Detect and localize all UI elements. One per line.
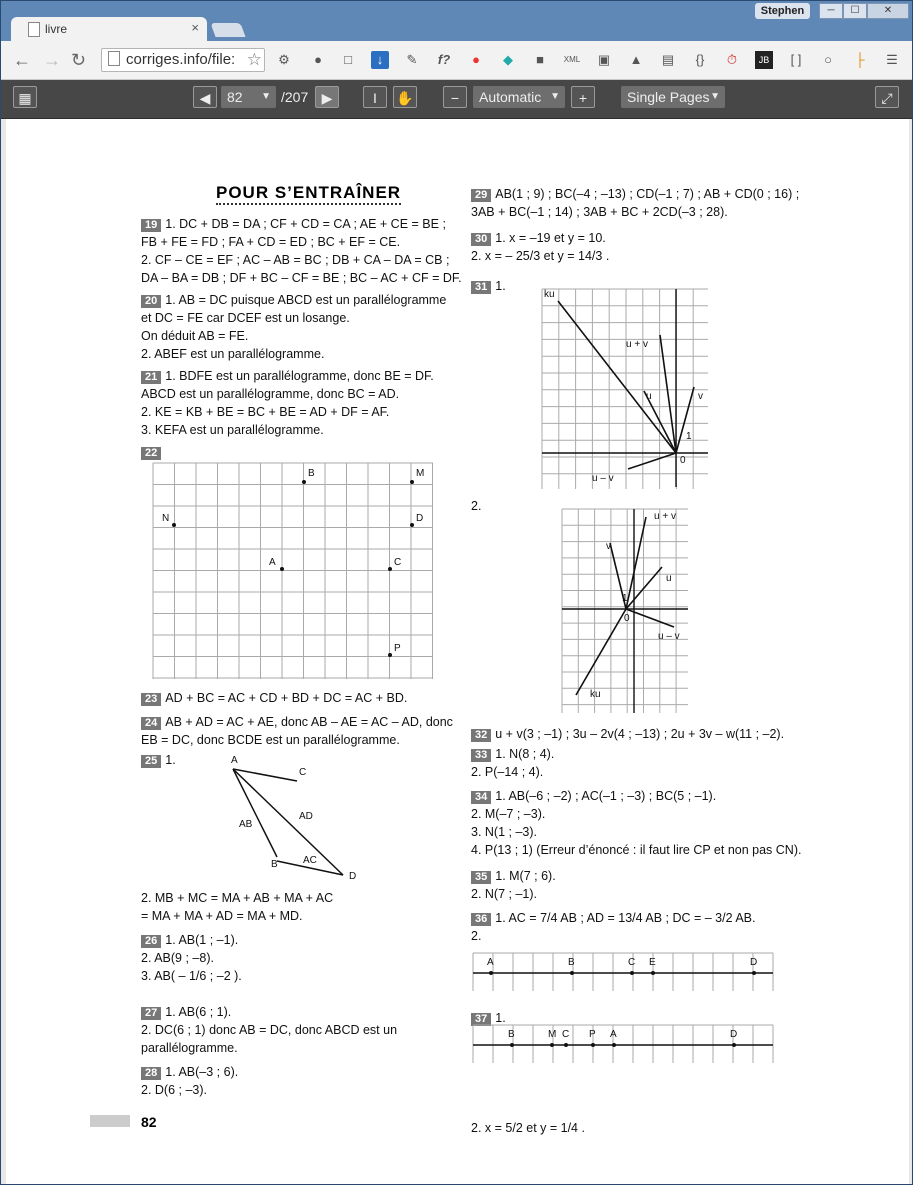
exercise-20 bbox=[141, 291, 446, 363]
zoom-select[interactable] bbox=[473, 86, 565, 108]
point-B bbox=[302, 480, 306, 484]
exercise-line bbox=[141, 215, 462, 233]
figure-label: D bbox=[730, 1029, 738, 1040]
exercise-line bbox=[141, 889, 333, 907]
close-window-button[interactable]: ✕ bbox=[867, 3, 909, 19]
exercise-23 bbox=[141, 689, 407, 707]
exercise-line bbox=[471, 203, 799, 221]
exercise-text: 1. N(8 ; 4). bbox=[495, 747, 555, 761]
exercise-line bbox=[471, 763, 554, 781]
view-mode-select[interactable] bbox=[621, 86, 725, 108]
exercise-text: AD + BC = AC + CD + BD + DC = AC + BD. bbox=[165, 691, 408, 705]
figure-label: A bbox=[610, 1029, 617, 1040]
exercise-line bbox=[471, 277, 506, 295]
jb-extension-icon[interactable]: JB bbox=[755, 51, 773, 69]
exercise-text: = MA + MA + AD = MA + MD. bbox=[141, 909, 303, 923]
reload-icon[interactable]: ↻ bbox=[71, 50, 87, 70]
point-A bbox=[280, 567, 284, 571]
exercise-line bbox=[141, 327, 446, 345]
figure-label: M bbox=[548, 1029, 557, 1040]
figure-label: C bbox=[299, 767, 307, 778]
figure-label: A bbox=[487, 957, 494, 968]
exercise-line bbox=[141, 291, 446, 309]
point-C bbox=[630, 971, 634, 975]
exercise-line bbox=[471, 927, 755, 945]
point-B bbox=[510, 1043, 514, 1047]
point-D bbox=[752, 971, 756, 975]
exercise-number: 24 bbox=[141, 717, 161, 730]
address-bar[interactable] bbox=[101, 48, 265, 72]
cube-extension-icon[interactable]: ▣ bbox=[597, 52, 611, 67]
exercise-number: 23 bbox=[141, 693, 161, 706]
puzzle-extension-icon[interactable]: ■ bbox=[536, 52, 544, 67]
exercise-text: 2. x = – 25/3 et y = 14/3 . bbox=[471, 249, 610, 263]
exercise-number: 27 bbox=[141, 1007, 161, 1020]
page-number-value: 82 bbox=[227, 89, 243, 105]
exercise-26 bbox=[141, 931, 242, 985]
exercise-line bbox=[471, 909, 755, 927]
exercise-text: ABCD est un parallélogramme, donc BC = AD. bbox=[141, 387, 400, 401]
point-B bbox=[570, 971, 574, 975]
exercise-text: 3. N(1 ; –3). bbox=[471, 825, 537, 839]
exercise-text: 1. AB(1 ; –1). bbox=[165, 933, 239, 947]
exercise-line bbox=[141, 251, 462, 269]
exercise-text: On déduit AB = FE. bbox=[141, 329, 249, 343]
figure-label: B bbox=[308, 468, 315, 479]
point-M bbox=[410, 480, 414, 484]
vector-arrow bbox=[626, 609, 674, 627]
figure-label: ku bbox=[544, 289, 555, 300]
figure-label: M bbox=[416, 468, 425, 479]
figure-label: B bbox=[568, 957, 575, 968]
circle-extension-icon[interactable]: ○ bbox=[824, 52, 832, 67]
xml-extension-icon[interactable]: XML bbox=[563, 55, 581, 64]
figure-label: B bbox=[508, 1029, 515, 1040]
exercise-line bbox=[471, 867, 556, 885]
font-extension-icon[interactable]: f? bbox=[437, 52, 451, 67]
exercise-line bbox=[141, 421, 434, 439]
document-icon bbox=[28, 22, 40, 37]
pdf-viewer[interactable] bbox=[1, 119, 912, 1184]
exercise-35 bbox=[471, 867, 556, 903]
point-M bbox=[550, 1043, 554, 1047]
timer-extension-icon[interactable]: ⏱ bbox=[726, 52, 738, 67]
exercise-text: 1. bbox=[495, 279, 506, 293]
menu-icon[interactable]: ☰ bbox=[886, 52, 898, 67]
exercise-34 bbox=[471, 787, 801, 859]
exercise-36 bbox=[471, 909, 755, 945]
figure-label: C bbox=[394, 557, 402, 568]
exercise-number: 29 bbox=[471, 189, 491, 202]
figure-label: P bbox=[394, 643, 401, 654]
exercise-number: 33 bbox=[471, 749, 491, 762]
exercise-text: 1. BDFE est un parallélogramme, donc BE = DF. bbox=[165, 369, 434, 383]
exercise-number: 36 bbox=[471, 913, 491, 926]
point-P bbox=[388, 653, 392, 657]
exercise-line bbox=[471, 247, 609, 265]
exercise-line bbox=[141, 949, 242, 967]
tab-close-icon[interactable]: × bbox=[191, 20, 199, 35]
exercise-text: 1. AB(6 ; 1). bbox=[165, 1005, 232, 1019]
chevron-down-icon: ▼ bbox=[261, 91, 271, 102]
tab-livre[interactable] bbox=[11, 17, 207, 41]
vector-arrow bbox=[628, 453, 676, 469]
exercise-28 bbox=[141, 1063, 238, 1099]
exercise-number: 19 bbox=[141, 219, 161, 232]
new-tab-button[interactable] bbox=[210, 23, 245, 37]
bookmark-star-icon[interactable]: ☆ bbox=[246, 50, 262, 69]
pdf-toolbar bbox=[1, 80, 912, 119]
previous-page-button[interactable]: ◀ bbox=[193, 86, 217, 108]
exercise-text: u + v(3 ; –1) ; 3u – 2v(4 ; –13) ; 2u + 3v – w(11 ; –2). bbox=[495, 727, 785, 741]
exercise-number: 28 bbox=[141, 1067, 161, 1080]
exercise-line bbox=[141, 713, 453, 731]
exercise-number: 31 bbox=[471, 281, 491, 294]
exercise-cont bbox=[471, 497, 481, 515]
exercise-text: 3. KEFA est un parallélogramme. bbox=[141, 423, 324, 437]
exercise-text: 1. AB(–6 ; –2) ; AC(–1 ; –3) ; BC(5 ; –1). bbox=[495, 789, 717, 803]
exercise-number: 37 bbox=[471, 1013, 491, 1026]
exercise-27 bbox=[141, 1003, 397, 1057]
exercise-29 bbox=[471, 185, 799, 221]
exercise-text: AB(1 ; 9) ; BC(–4 ; –13) ; CD(–1 ; 7) ; AB + CD(0 ; 16) ; bbox=[495, 187, 800, 201]
url-text: corriges.info/file: bbox=[126, 51, 236, 68]
exercise-text: parallélogramme. bbox=[141, 1041, 238, 1055]
figure-label: A bbox=[231, 755, 238, 766]
figure-label: E bbox=[649, 957, 656, 968]
color-extension-icon[interactable]: ◆ bbox=[503, 52, 513, 67]
figure-label: B bbox=[271, 859, 278, 870]
exercise-line bbox=[471, 1119, 585, 1137]
exercise-number: 32 bbox=[471, 729, 491, 742]
exercise-line bbox=[141, 731, 453, 749]
exercise-line bbox=[141, 931, 242, 949]
incognito-extension-icon[interactable]: ● bbox=[314, 52, 322, 67]
exercise-cont bbox=[141, 889, 333, 925]
exercise-line bbox=[141, 345, 446, 363]
exercise-text: 1. M(7 ; 6). bbox=[495, 869, 556, 883]
exercise-line bbox=[471, 885, 556, 903]
exercise-text: FB + FE = FD ; FA + CD = ED ; BC + EF = CE. bbox=[141, 235, 401, 249]
exercise-text: 2. bbox=[471, 499, 482, 513]
exercise-line bbox=[141, 967, 242, 985]
bracket-extension-icon[interactable]: [ ] bbox=[790, 52, 802, 67]
exercise-31 bbox=[471, 277, 506, 295]
exercise-24 bbox=[141, 713, 453, 749]
exercise-32 bbox=[471, 725, 784, 743]
exercise-21 bbox=[141, 367, 434, 439]
ruler-extension-icon[interactable]: ├ bbox=[855, 52, 865, 67]
exercise-line bbox=[471, 745, 554, 763]
text-select-tool-icon[interactable]: I bbox=[363, 86, 387, 108]
vector-arrow bbox=[676, 387, 694, 453]
figure-label: 0 bbox=[624, 613, 630, 624]
figure-label: D bbox=[416, 513, 424, 524]
exercise-line bbox=[471, 725, 784, 743]
figure-label: v bbox=[606, 541, 611, 552]
next-page-button[interactable]: ▶ bbox=[315, 86, 339, 108]
exercise-line bbox=[471, 787, 801, 805]
exercise-text: 2. CF – CE = EF ; AC – AB = BC ; DB + CA – DA = CB ; bbox=[141, 253, 450, 267]
figure-label: 1 bbox=[686, 431, 692, 442]
exercise-text: 2. M(–7 ; –3). bbox=[471, 807, 546, 821]
exercise-number: 25 bbox=[141, 755, 161, 768]
page-number: 82 bbox=[141, 1114, 157, 1130]
exercise-line bbox=[471, 497, 481, 515]
page-number-bar bbox=[90, 1115, 130, 1127]
figure-label: D bbox=[750, 957, 758, 968]
exercise-line bbox=[141, 1003, 397, 1021]
exercise-text: 4. P(13 ; 1) (Erreur d’énoncé : il faut lire CP et non pas CN). bbox=[471, 843, 802, 857]
settings-gear-icon[interactable]: ⚙ bbox=[278, 52, 290, 67]
tab-strip bbox=[1, 1, 912, 41]
json-extension-icon[interactable]: {} bbox=[695, 52, 705, 67]
exercise-line bbox=[141, 1039, 397, 1057]
exercise-number: 30 bbox=[471, 233, 491, 246]
exercise-text: 2. ABEF est un parallélogramme. bbox=[141, 347, 325, 361]
download-extension-icon[interactable]: ↓ bbox=[371, 51, 389, 69]
view-mode-value: Single Pages bbox=[627, 89, 710, 105]
page-icon bbox=[108, 51, 120, 66]
figure-label: N bbox=[162, 513, 170, 524]
chevron-down-icon: ▼ bbox=[710, 91, 720, 102]
page-number-input[interactable] bbox=[221, 86, 276, 108]
exercise-line bbox=[471, 185, 799, 203]
figure-22-grid bbox=[151, 461, 435, 683]
figure-25-triangle bbox=[221, 751, 361, 881]
exercise-text: 1. AB(–3 ; 6). bbox=[165, 1065, 239, 1079]
exercise-number: 21 bbox=[141, 371, 161, 384]
exercise-line bbox=[141, 751, 176, 769]
exercise-line bbox=[471, 841, 801, 859]
exercise-text: 1. AB = DC puisque ABCD est un parallélogramme bbox=[165, 293, 447, 307]
exercise-text: 1. bbox=[495, 1011, 506, 1025]
maximize-button[interactable]: ☐ bbox=[843, 3, 867, 19]
zoom-in-icon[interactable]: + bbox=[571, 86, 595, 108]
browser-toolbar bbox=[1, 41, 912, 80]
exercise-number: 35 bbox=[471, 871, 491, 884]
exercise-text: AB + AD = AC + AE, donc AB – AE = AC – AD, donc bbox=[165, 715, 453, 729]
exercise-line bbox=[141, 309, 446, 327]
figure-37-number-line bbox=[471, 1023, 776, 1065]
point-E bbox=[651, 971, 655, 975]
exercise-22 bbox=[141, 443, 165, 461]
point-P bbox=[591, 1043, 595, 1047]
figure-label: u – v bbox=[592, 473, 614, 484]
figure-31b-vectors bbox=[556, 507, 688, 713]
point-D bbox=[732, 1043, 736, 1047]
exercise-30 bbox=[471, 229, 609, 265]
exercise-number: 34 bbox=[471, 791, 491, 804]
point-A bbox=[489, 971, 493, 975]
exercise-line bbox=[141, 269, 462, 287]
exercise-text: 2. bbox=[471, 929, 482, 943]
exercise-text: 1. x = –19 et y = 10. bbox=[495, 231, 606, 245]
chevron-down-icon: ▼ bbox=[550, 91, 560, 102]
figure-label: u bbox=[666, 573, 672, 584]
point-C bbox=[564, 1043, 568, 1047]
exercise-text: 2. D(6 ; –3). bbox=[141, 1083, 207, 1097]
fullscreen-icon[interactable]: ⤢ bbox=[875, 86, 899, 108]
exercise-number: 20 bbox=[141, 295, 161, 308]
figure-label: v bbox=[698, 391, 703, 402]
exercise-text: 2. AB(9 ; –8). bbox=[141, 951, 214, 965]
flickr-extension-icon[interactable]: ● bbox=[472, 52, 480, 67]
sidebar-toggle-icon[interactable]: ▦ bbox=[13, 86, 37, 108]
figure-label: AD bbox=[299, 811, 313, 822]
figure-label: u bbox=[646, 391, 652, 402]
vector-arrow bbox=[576, 609, 626, 695]
window-extension-icon[interactable]: ▤ bbox=[661, 52, 675, 67]
exercise-line bbox=[471, 805, 801, 823]
exercise-text: 2. P(–14 ; 4). bbox=[471, 765, 544, 779]
exercise-text: DA – BA = DB ; DF + BC – CF = BE ; BC – AC + CF = DF. bbox=[141, 271, 462, 285]
figure-label: ku bbox=[590, 689, 601, 700]
exercise-line bbox=[141, 367, 434, 385]
exercise-text: 2. N(7 ; –1). bbox=[471, 887, 537, 901]
exercise-line bbox=[471, 229, 609, 247]
angular-extension-icon[interactable]: ▲ bbox=[629, 52, 643, 67]
exercise-line bbox=[141, 233, 462, 251]
exercise-text: 1. DC + DB = DA ; CF + CD = CA ; AE + CE = BE ; bbox=[165, 217, 446, 231]
exercise-text: 2. MB + MC = MA + AB + MA + AC bbox=[141, 891, 334, 905]
figure-label: u – v bbox=[658, 631, 680, 642]
exercise-text: 2. DC(6 ; 1) donc AB = DC, donc ABCD est un bbox=[141, 1023, 398, 1037]
point-A bbox=[612, 1043, 616, 1047]
figure-31a-vectors bbox=[536, 287, 708, 489]
exercise-line bbox=[141, 1063, 238, 1081]
total-pages: /207 bbox=[281, 89, 309, 105]
exercise-line bbox=[141, 907, 333, 925]
exercise-19 bbox=[141, 215, 462, 287]
exercise-25 bbox=[141, 751, 176, 769]
exercise-text: 3AB + BC(–1 ; 14) ; 3AB + BC + 2CD(–3 ; 28). bbox=[471, 205, 728, 219]
figure-label: u + v bbox=[654, 511, 676, 522]
figure-label: P bbox=[589, 1029, 596, 1040]
user-profile-button[interactable]: Stephen bbox=[755, 3, 810, 19]
exercise-text: 3. AB( – 1/6 ; –2 ). bbox=[141, 969, 242, 983]
exercise-text: EB = DC, donc BCDE est un parallélogramme. bbox=[141, 733, 400, 747]
exercise-text: 2. KE = KB + BE = BC + BE = AD + DF = AF. bbox=[141, 405, 390, 419]
figure-label: AB bbox=[239, 819, 253, 830]
exercise-33 bbox=[471, 745, 554, 781]
exercise-line bbox=[141, 689, 407, 707]
zoom-out-icon[interactable]: − bbox=[443, 86, 467, 108]
exercise-line bbox=[141, 385, 434, 403]
figure-label: AC bbox=[303, 855, 317, 866]
exercise-cont bbox=[471, 1119, 585, 1137]
page-title: POUR S’ENTRAÎNER bbox=[216, 183, 401, 205]
zoom-value: Automatic bbox=[479, 89, 542, 105]
figure-label: 0 bbox=[680, 455, 686, 466]
figure-label: C bbox=[562, 1029, 570, 1040]
point-D bbox=[410, 523, 414, 527]
figure-label: u + v bbox=[626, 339, 648, 350]
figure-label: 1 bbox=[622, 593, 628, 604]
exercise-number: 22 bbox=[141, 447, 161, 460]
exercise-text: et DC = FE car DCEF est un losange. bbox=[141, 311, 350, 325]
exercise-line bbox=[141, 403, 434, 421]
exercise-line bbox=[471, 823, 801, 841]
figure-label: C bbox=[628, 957, 636, 968]
minimize-button[interactable]: ─ bbox=[819, 3, 843, 19]
point-N bbox=[172, 523, 176, 527]
cast-icon[interactable]: □ bbox=[344, 52, 352, 67]
figure-label: D bbox=[349, 871, 357, 881]
figure-label: A bbox=[269, 557, 276, 568]
exercise-text: 2. x = 5/2 et y = 1/4 . bbox=[471, 1121, 585, 1135]
pdf-page bbox=[6, 119, 909, 1184]
exercise-text: 1. bbox=[165, 753, 176, 767]
hand-tool-icon[interactable]: ✋ bbox=[393, 86, 417, 108]
exercise-text: 1. AC = 7/4 AB ; AD = 13/4 AB ; DC = – 3/2 AB. bbox=[495, 911, 756, 925]
figure-36-number-line bbox=[471, 951, 776, 993]
exercise-number: 26 bbox=[141, 935, 161, 948]
css-extension-icon[interactable]: ✎ bbox=[406, 52, 418, 67]
forward-icon[interactable]: → bbox=[43, 50, 61, 70]
exercise-line bbox=[141, 1021, 397, 1039]
point-C bbox=[388, 567, 392, 571]
exercise-line bbox=[141, 1081, 238, 1099]
back-icon[interactable]: ← bbox=[13, 50, 31, 70]
tab-title: livre bbox=[45, 22, 68, 36]
